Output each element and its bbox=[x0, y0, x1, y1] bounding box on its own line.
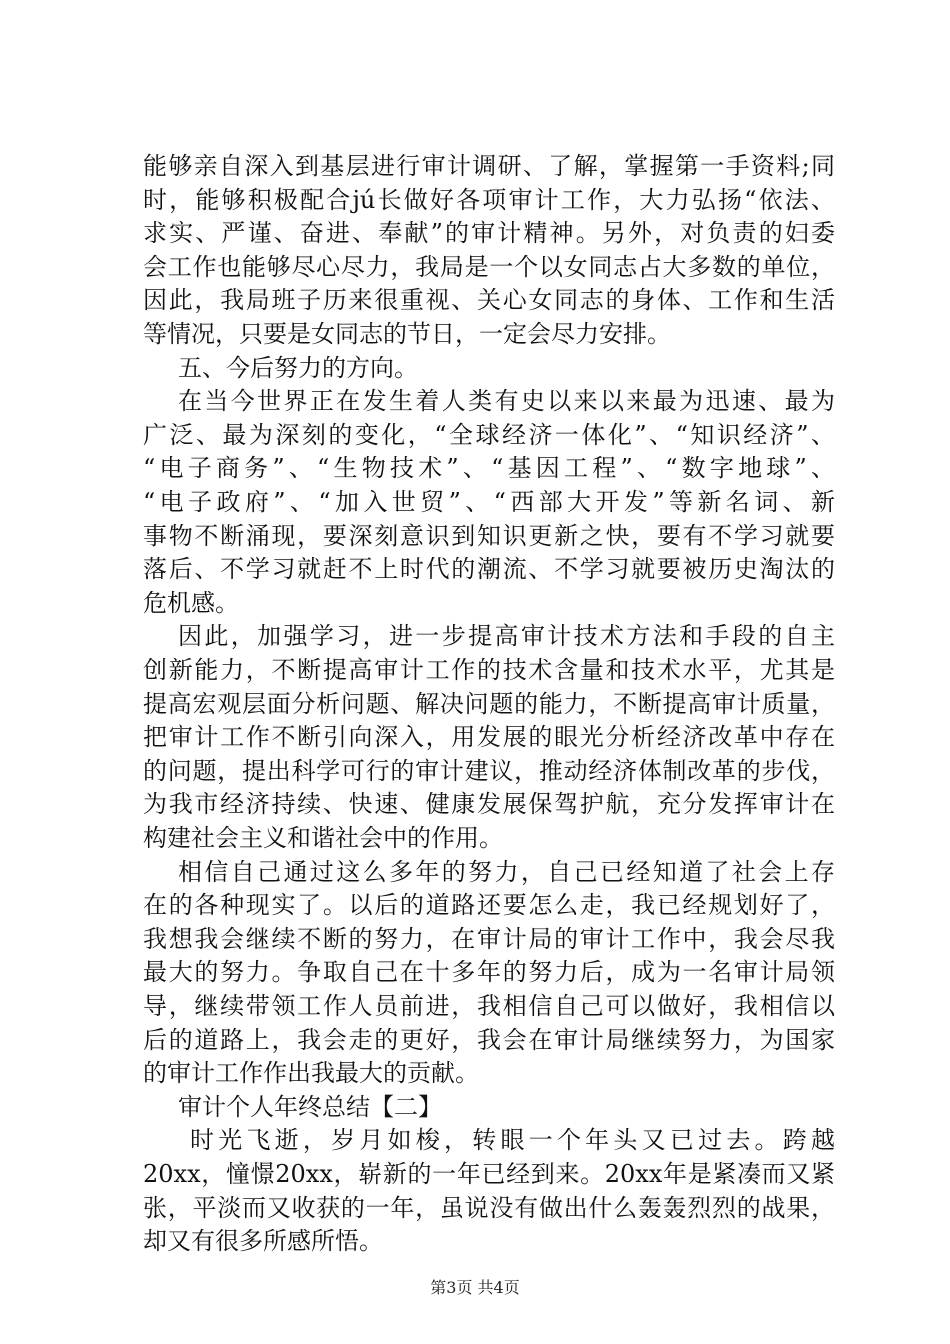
paragraph-line: 相信自己通过这么多年的努力，自己已经知道了社会上存 bbox=[178, 857, 835, 886]
paragraph-line: 事物不断涌现，要深刻意识到知识更新之快，要有不学习就要 bbox=[143, 521, 835, 550]
paragraph-line: 却又有很多所感所悟。 bbox=[143, 1227, 383, 1256]
section-heading: 五、今后努力的方向。 bbox=[178, 353, 418, 382]
paragraph-line: 等情况，只要是女同志的节日，一定会尽力安排。 bbox=[143, 320, 671, 348]
paragraph-line: 的审计工作作出我最大的贡献。 bbox=[143, 1059, 479, 1088]
paragraph-line: “电子政府”、“加入世贸”、“西部大开发”等新名词、新 bbox=[143, 488, 835, 516]
paragraph-line: 20xx，憧憬20xx，崭新的一年已经到来。20xx年是紧凑而又紧 bbox=[143, 1160, 835, 1188]
paragraph-line: 求实、严谨、奋进、奉献”的审计精神。另外，对负责的妇委 bbox=[143, 219, 835, 248]
page-footer: 第3页 共4页 bbox=[430, 1278, 520, 1297]
paragraph-line: 因此，我局班子历来很重视、关心女同志的身体、工作和生活 bbox=[143, 286, 835, 315]
paragraph-line: 在当今世界正在发生着人类有史以来以来最为迅速、最为 bbox=[178, 387, 835, 416]
paragraph-line: 广泛、最为深刻的变化，“全球经济一体化”、“知识经济”、 bbox=[143, 420, 835, 449]
paragraph-line: 会工作也能够尽心尽力，我局是一个以女同志占大多数的单位， bbox=[143, 252, 835, 281]
section-heading: 审计个人年终总结【二】 bbox=[178, 1092, 442, 1121]
paragraph-line: 创新能力，不断提高审计工作的技术含量和技术水平，尤其是 bbox=[143, 656, 835, 684]
paragraph-line: 时，能够积极配合jú长做好各项审计工作，大力弘扬“依法、 bbox=[143, 185, 835, 214]
paragraph-line: 最大的努力。争取自己在十多年的努力后，成为一名审计局领 bbox=[143, 958, 835, 987]
paragraph-line: 落后、不学习就赶不上时代的潮流、不学习就要被历史淘汰的 bbox=[143, 555, 835, 584]
paragraph-line: 为我市经济持续、快速、健康发展保驾护航，充分发挥审计在 bbox=[143, 790, 835, 819]
paragraph-line: 在的各种现实了。以后的道路还要怎么走，我已经规划好了， bbox=[143, 891, 835, 920]
paragraph-line: 导，继续带领工作人员前进，我相信自己可以做好，我相信以 bbox=[143, 992, 835, 1020]
paragraph-line: 的问题，提出科学可行的审计建议，推动经济体制改革的步伐， bbox=[143, 756, 835, 785]
paragraph-line: 因此，加强学习，进一步提高审计技术方法和手段的自主 bbox=[178, 622, 835, 651]
paragraph-line: “电子商务”、“生物技术”、“基因工程”、“数字地球”、 bbox=[143, 454, 835, 483]
paragraph-line: 时光飞逝，岁月如梭，转眼一个年头又已过去。跨越 bbox=[190, 1126, 835, 1155]
paragraph-line: 构建社会主义和谐社会中的作用。 bbox=[143, 824, 503, 852]
paragraph-line: 提高宏观层面分析问题、解决问题的能力，不断提高审计质量， bbox=[143, 689, 835, 718]
paragraph-line: 我想我会继续不断的努力，在审计局的审计工作中，我会尽我 bbox=[143, 924, 835, 953]
paragraph-line: 危机感。 bbox=[143, 588, 239, 617]
paragraph-line: 把审计工作不断引向深入，用发展的眼光分析经济改革中存在 bbox=[143, 723, 835, 752]
paragraph-line: 能够亲自深入到基层进行审计调研、了解，掌握第一手资料;同 bbox=[143, 152, 835, 180]
paragraph-line: 后的道路上，我会走的更好，我会在审计局继续努力，为国家 bbox=[143, 1025, 835, 1054]
paragraph-line: 张，平淡而又收获的一年，虽说没有做出什么轰轰烈烈的战果， bbox=[143, 1193, 835, 1222]
